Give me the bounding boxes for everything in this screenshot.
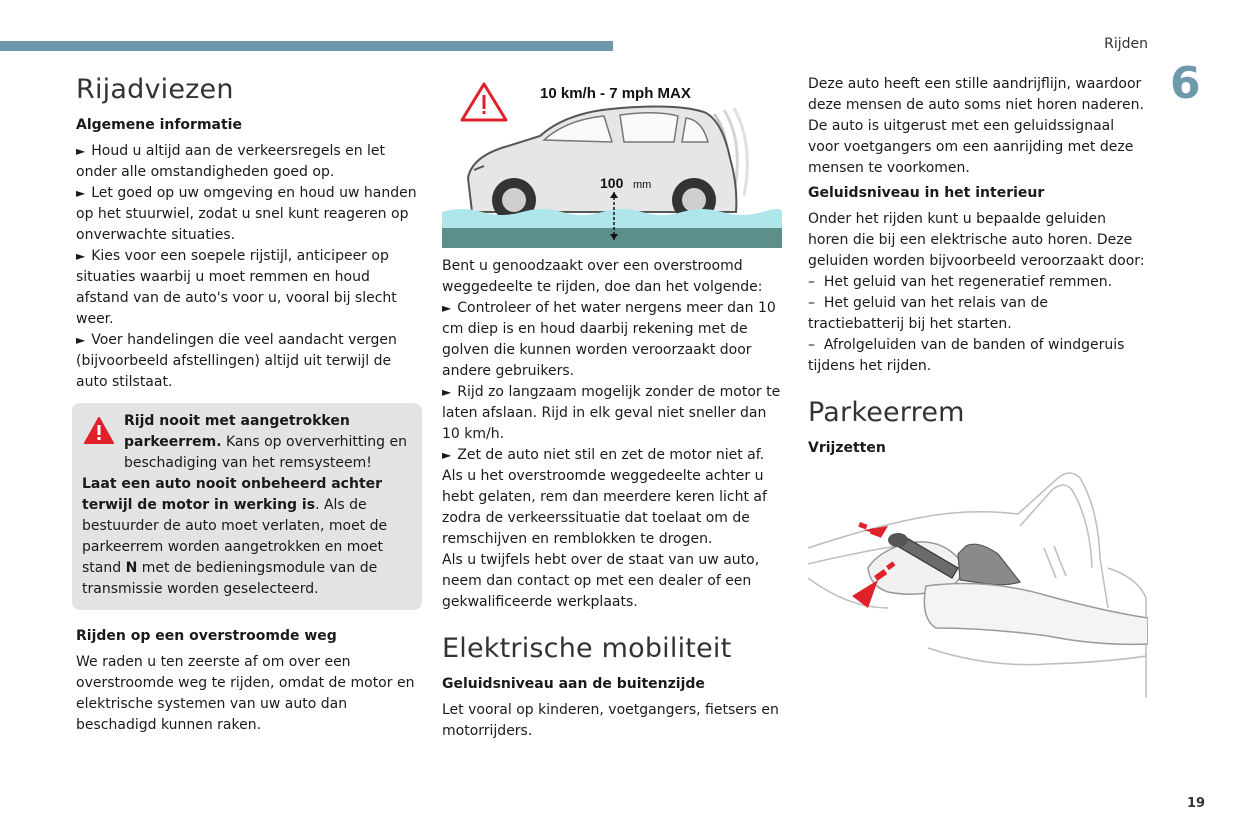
arrow-right-icon: ►	[442, 385, 452, 399]
after-flood-text-1: Als u het overstroomde weggedeelte achter u hebt gelaten, rem dan meerdere keren licht af zodra de verkeerssituatie dat toelaat om de remschijven en remblokken te drogen.	[442, 468, 767, 547]
dash-item: – Het geluid van het relais van de tractiebatterij bij het starten.	[808, 295, 1048, 332]
flooded-road-text: We raden u ten zeerste af om over een overstroomde weg te rijden, omdat de motor en elektrische systemen van uw auto dan beschadigd kunnen raken.	[76, 654, 415, 733]
bullet-item: ► Rijd zo langzaam mogelijk zonder de motor te laten afslaan. Rijd in elk geval niet sneller dan 10 km/h.	[442, 384, 781, 442]
flood-intro: Bent u genoodzaakt over een overstroomd weggedeelte te rijden, doe dan het volgende:	[442, 258, 763, 295]
arrow-right-icon: ►	[76, 186, 86, 200]
chapter-number: 6	[1170, 58, 1201, 109]
warning-triangle-icon	[84, 417, 114, 445]
bullet-item: ► Voer handelingen die veel aandacht vergen (bijvoorbeeld afstellingen) altijd uit terwijl de auto stilstaat.	[76, 332, 397, 390]
warning-text-2: Laat een auto nooit onbeheerd achter terwijl de motor in werking is. Als de bestuurder de auto moet verlaten, moet de parkeerrem worden aangetrokken en moet stand N met de bedieningsmodule van de transmissie worden geselecteerd.	[82, 476, 388, 597]
section-title: Rijden	[1104, 36, 1148, 52]
depth-value: 100	[600, 175, 624, 191]
heading-release: Vrijzetten	[808, 440, 886, 456]
column-left	[76, 74, 418, 736]
bullet-item: ► Zet de auto niet stil en zet de motor niet af.	[442, 447, 765, 463]
arrow-right-icon: ►	[76, 144, 86, 158]
after-flood-text-2: Als u twijfels hebt over de staat van uw auto, neem dan contact op met een dealer of een gekwalificeerde werkplaats.	[442, 552, 760, 610]
bullet-item: ► Kies voor een soepele rijstijl, anticipeer op situaties waarbij u moet remmen en houd afstand van de auto's voor u, vooral bij slecht weer.	[76, 248, 397, 327]
warning-triangle-icon	[462, 84, 506, 120]
arrow-right-icon: ►	[442, 448, 452, 462]
parking-brake-figure	[808, 468, 1148, 708]
bullet-item: ► Let goed op uw omgeving en houd uw handen op het stuurwiel, zodat u snel kunt reageren op onverwachte situaties.	[76, 185, 417, 243]
dash-item: – Het geluid van het regeneratief remmen.	[808, 274, 1113, 290]
bullet-item: ► Controleer of het water nergens meer dan 10 cm diep is en houd daarbij rekening met de golven die kunnen worden veroorzaakt door andere gebruikers.	[442, 300, 776, 379]
depth-unit: mm	[633, 179, 652, 191]
dash-item: – Afrolgeluiden van de banden of windgeruis tijdens het rijden.	[808, 337, 1125, 374]
warning-bold-line1: Rijd nooit met aangetrokken	[124, 413, 350, 429]
heading-interior-sound: Geluidsniveau in het interieur	[808, 185, 1045, 201]
speed-label: 10 km/h - 7 mph MAX	[540, 85, 691, 102]
title-elektrische-mobiliteit: Elektrische mobiliteit	[442, 633, 732, 664]
page-number: 19	[1187, 796, 1206, 811]
title-parkeerrem: Parkeerrem	[808, 397, 965, 428]
silent-drive-text: Deze auto heeft een stille aandrijflijn, waardoor deze mensen de auto soms niet horen naderen. De auto is uitgerust met een geluidssignaal voor voetgangers om een aanrijding met deze mensen te voorkomen.	[808, 76, 1144, 176]
arrow-right-icon: ►	[442, 301, 452, 315]
column-middle	[442, 80, 782, 742]
heading-general-info: Algemene informatie	[76, 117, 242, 133]
flooded-road-figure	[442, 80, 782, 250]
title-rijadviezen: Rijadviezen	[76, 74, 234, 105]
arrow-right-icon: ►	[76, 333, 86, 347]
interior-sound-text: Onder het rijden kunt u bepaalde geluiden horen die bij een elektrische auto horen. Deze geluiden worden bijvoorbeeld veroorzaakt door:	[808, 211, 1145, 269]
exterior-sound-text: Let vooral op kinderen, voetgangers, fietsers en motorrijders.	[442, 702, 779, 739]
bullet-item: ► Houd u altijd aan de verkeersregels en let onder alle omstandigheden goed op.	[76, 143, 386, 180]
warning-text: Rijd nooit met aangetrokken parkeerrem. Kans op oververhitting en beschadiging van het remsysteem!	[82, 411, 410, 474]
heading-exterior-sound: Geluidsniveau aan de buitenzijde	[442, 676, 705, 692]
arrow-right-icon: ►	[76, 249, 86, 263]
heading-flooded-road: Rijden op een overstroomde weg	[76, 628, 337, 644]
column-right	[808, 74, 1148, 708]
warning-box	[72, 403, 422, 610]
top-accent-bar	[0, 41, 613, 51]
